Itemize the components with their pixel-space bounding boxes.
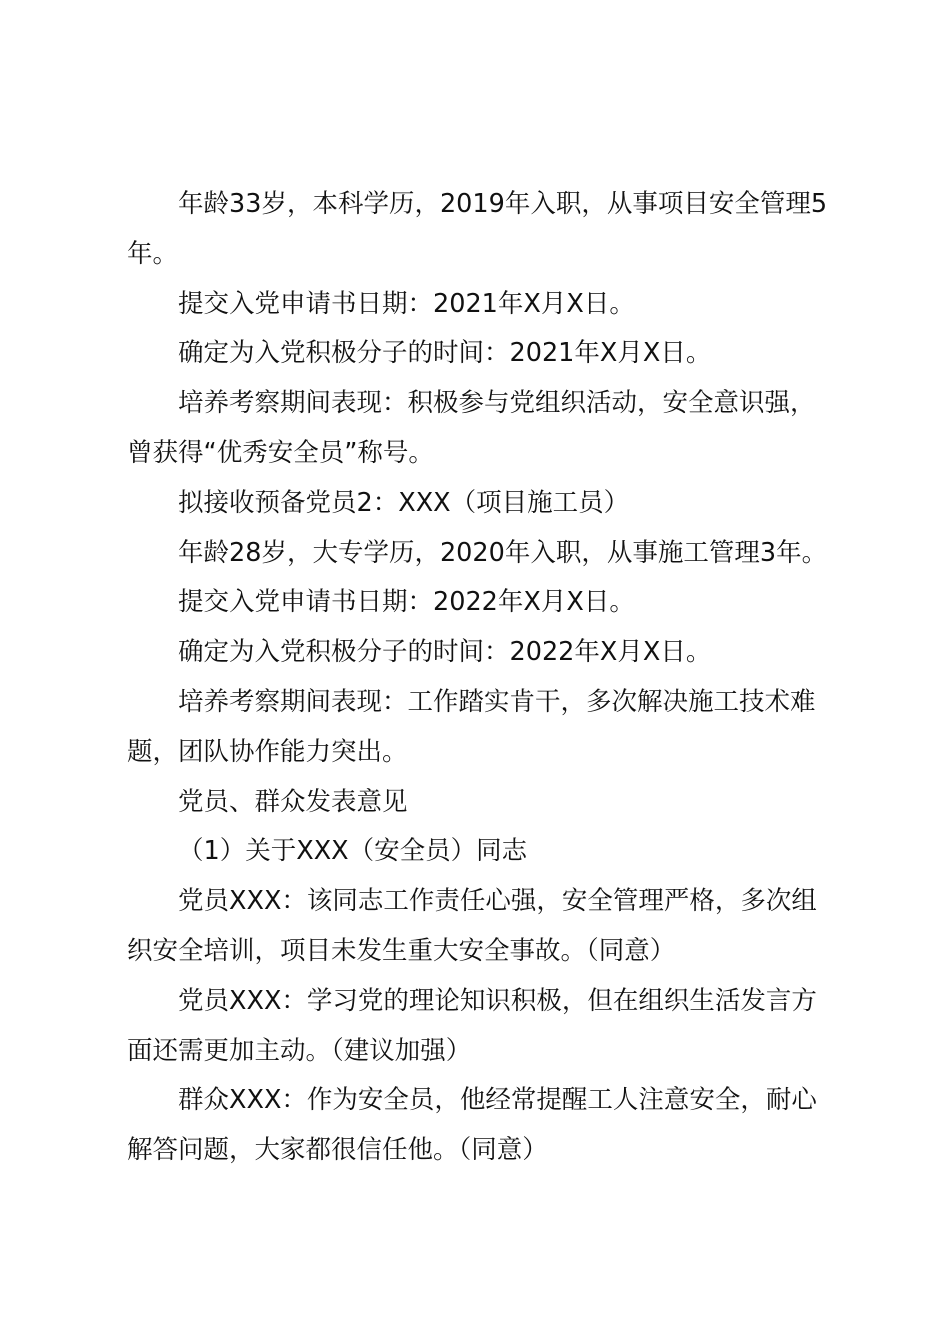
paragraph-candidate2-profile: 年龄28岁，大专学历，2020年入职，从事施工管理3年。 — [178, 537, 828, 568]
paragraph-candidate1-activist-date: 确定为入党积极分子的时间：2021年X月X日。 — [178, 338, 712, 369]
paragraph-candidate2-performance: 培养考察期间表现：工作踏实肯干，多次解决施工技术难题，团队协作能力突出。 — [127, 686, 816, 767]
opinion-party-member-2: 党员XXX：学习党的理论知识积极，但在组织生活发言方面还需更加主动。（建议加强） — [127, 985, 817, 1066]
opinion-public-1: 群众XXX：作为安全员，他经常提醒工人注意安全，耐心解答问题，大家都很信任他。（同意） — [127, 1085, 817, 1166]
paragraph-candidate1-application-date: 提交入党申请书日期：2021年X月X日。 — [178, 288, 635, 319]
opinion-party-member-1: 党员XXX：该同志工作责任心强，安全管理严格，多次组织安全培训，项目未发生重大安全事故。（同意） — [127, 886, 817, 966]
paragraph-candidate2-activist-date: 确定为入党积极分子的时间：2022年X月X日。 — [178, 637, 712, 668]
paragraph-candidate2-application-date: 提交入党申请书日期：2022年X月X日。 — [178, 587, 635, 618]
document-body — [127, 180, 833, 1176]
subsection-heading-safety-officer: （1）关于XXX（安全员）同志 — [178, 836, 528, 867]
section-heading-opinions: 党员、群众发表意见 — [178, 786, 408, 817]
paragraph-candidate1-performance: 培养考察期间表现：积极参与党组织活动，安全意识强，曾获得“优秀安全员”称号。 — [127, 388, 816, 468]
paragraph-candidate1-profile: 年龄33岁，本科学历，2019年入职，从事项目安全管理5年。 — [127, 189, 828, 269]
paragraph-candidate2-heading: 拟接收预备党员2：XXX（项目施工员） — [178, 487, 630, 518]
